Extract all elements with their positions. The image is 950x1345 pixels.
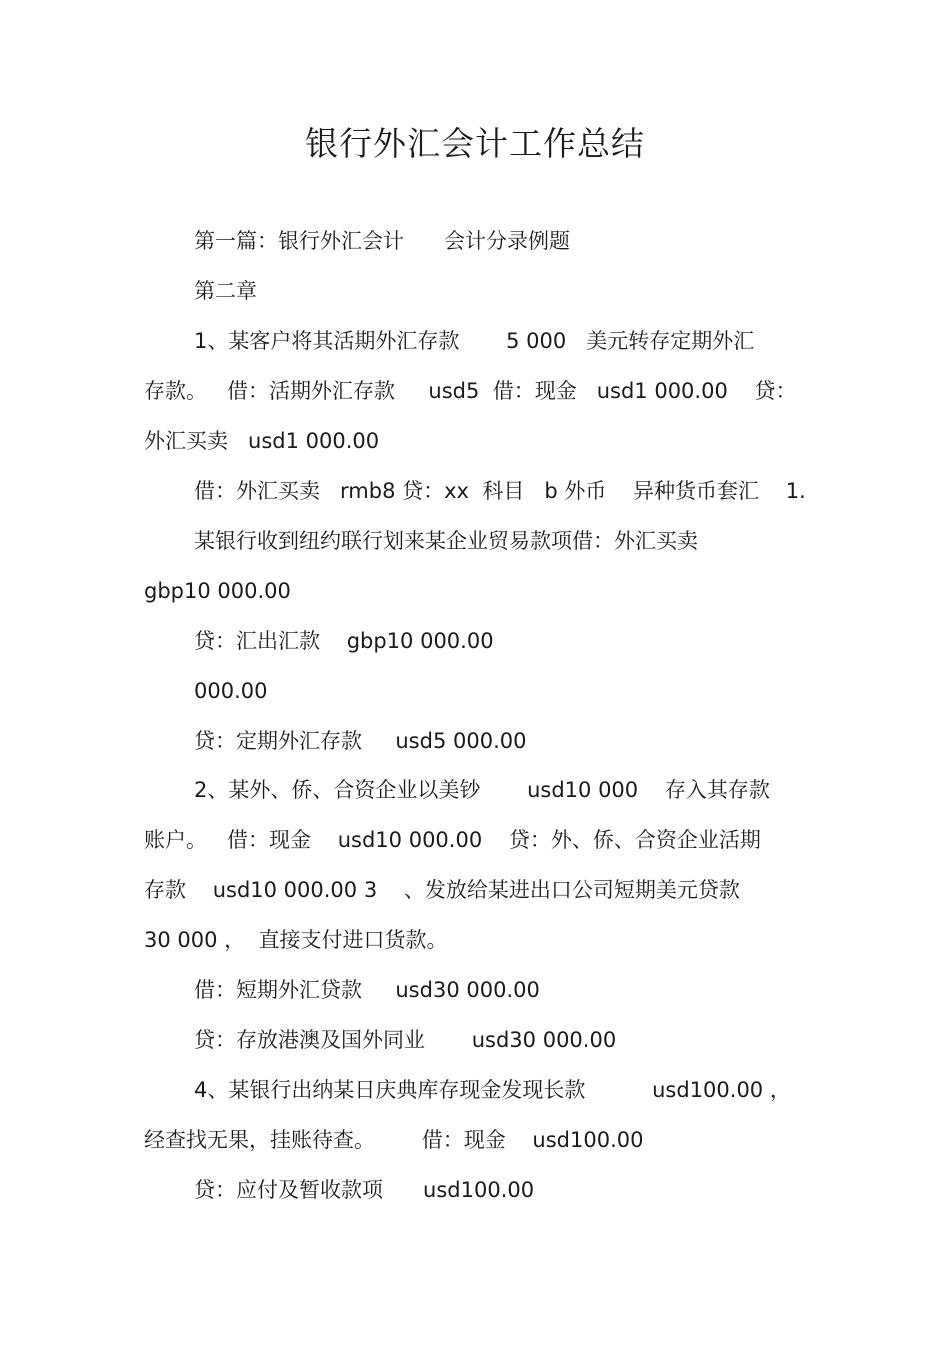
text-line: 存款 usd10 000.00 3 、发放给某进出口公司短期美元贷款: [144, 878, 740, 902]
text-line: 4、某银行出纳某日庆典库存现金发现长款 usd100.00 ，: [194, 1078, 791, 1102]
text-line: 借：外汇买卖 rmb8 贷：xx 科目 b 外币 异种货币套汇 1.: [194, 479, 806, 503]
text-line: 2、某外、侨、合资企业以美钞 usd10 000 存入其存款: [194, 778, 770, 802]
text-line: 贷：应付及暂收款项 usd100.00: [194, 1178, 535, 1202]
document-title: 银行外汇会计工作总结: [305, 124, 645, 163]
text-line: 第一篇：银行外汇会计 会计分录例题: [194, 229, 571, 253]
text-line: 外汇买卖 usd1 000.00: [144, 429, 380, 453]
text-line: 经查找无果，挂账待查。 借：现金 usd100.00: [144, 1128, 644, 1152]
text-line: 贷：汇出汇款 gbp10 000.00: [194, 629, 494, 653]
text-line: 30 000 ， 直接支付进口货款。: [144, 928, 448, 952]
text-line: 存款。 借：活期外汇存款 usd5 借：现金 usd1 000.00 贷：: [144, 379, 797, 403]
text-line: 第二章: [194, 279, 257, 303]
text-line: 借：短期外汇贷款 usd30 000.00: [194, 978, 540, 1002]
text-line: 账户。 借：现金 usd10 000.00 贷：外、侨、合资企业活期: [144, 828, 761, 852]
text-line: 贷：存放港澳及国外同业 usd30 000.00: [194, 1028, 617, 1052]
text-line: 贷：定期外汇存款 usd5 000.00: [194, 729, 527, 753]
text-line: 1、某客户将其活期外汇存款 5 000 美元转存定期外汇: [194, 329, 755, 353]
text-line: 000.00: [194, 679, 268, 703]
text-line: 某银行收到纽约联行划来某企业贸易款项借：外汇买卖: [194, 529, 698, 553]
text-line: gbp10 000.00: [144, 579, 291, 603]
